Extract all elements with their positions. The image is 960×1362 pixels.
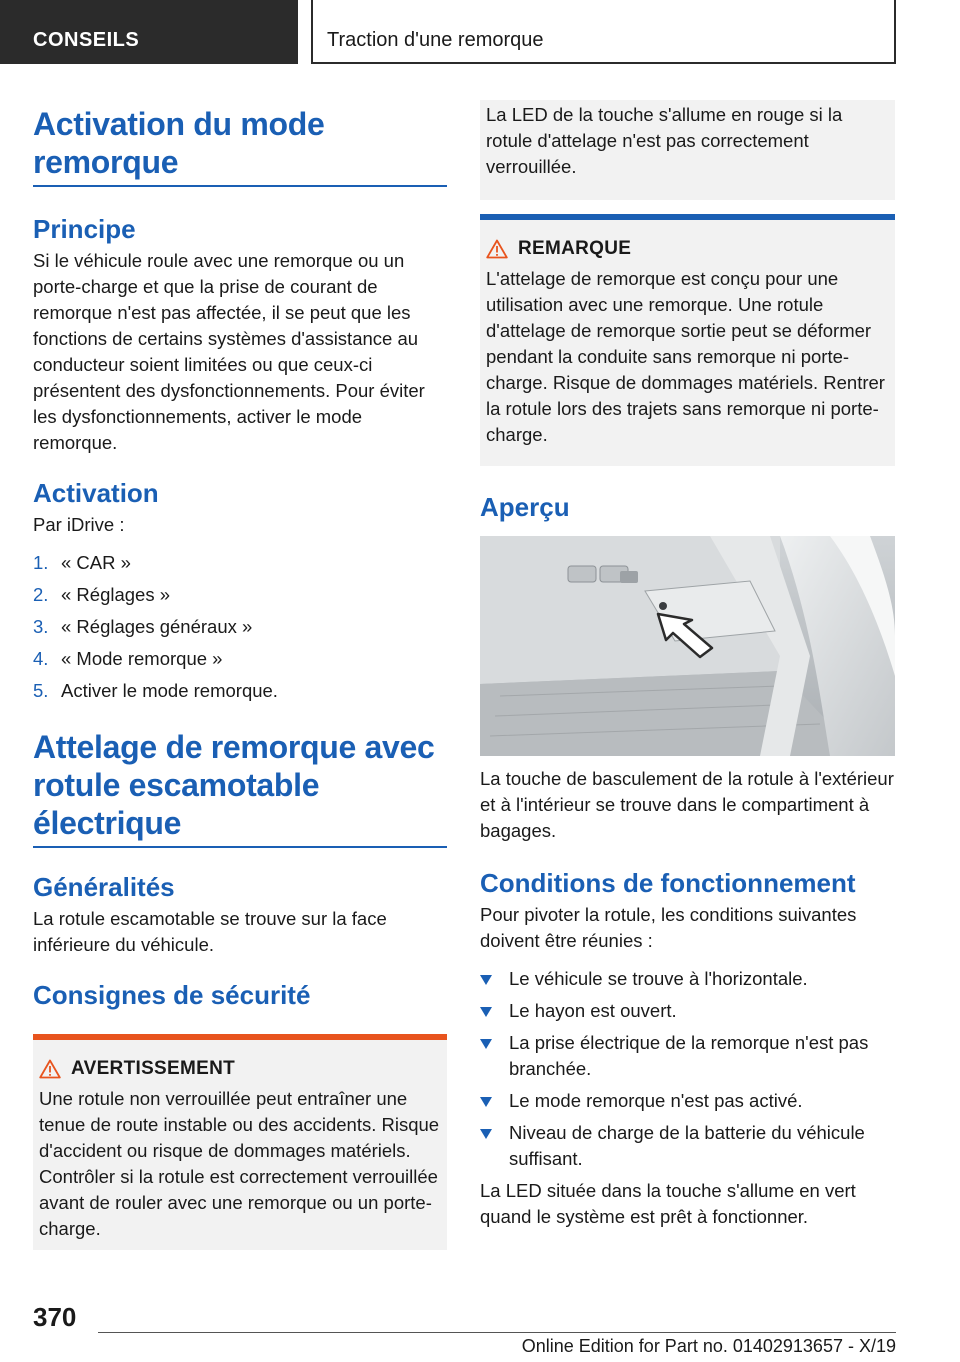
bullet-triangle-icon bbox=[480, 1097, 492, 1107]
list-item: Niveau de charge de la batterie du véhicule suffisant. bbox=[480, 1120, 895, 1172]
step-item: 3. « Réglages généraux » bbox=[33, 616, 253, 637]
remarque-box bbox=[480, 220, 895, 466]
heading-attelage: Attelage de remorque avec rotule escamotable électrique bbox=[33, 729, 435, 841]
led-ready-text: La LED située dans la touche s'allume en vert quand le système est prêt à fonctionner. bbox=[480, 1180, 856, 1227]
bullet-triangle-icon bbox=[480, 1007, 492, 1017]
heading-activation: Activation bbox=[33, 478, 159, 508]
right-column bbox=[480, 100, 895, 1230]
step-item: 1. « CAR » bbox=[33, 552, 131, 573]
led-box bbox=[480, 100, 895, 200]
trunk-photo bbox=[480, 536, 895, 756]
heading-mode-remorque: Activation du mode remorque bbox=[33, 106, 325, 180]
step-item: 2. « Réglages » bbox=[33, 584, 171, 605]
warning-text: Une rotule non verrouillée peut entraîner une tenue de route instable ou des accidents. Risque d'accident ou risque de dommages matériels. Contrôler si la rotule est correctement verrouillée avant de rouler avec une remorque ou un porte-charge. bbox=[39, 1088, 440, 1239]
bullet-triangle-icon bbox=[480, 975, 492, 985]
section-tab bbox=[0, 0, 298, 64]
warning-triangle-icon bbox=[39, 1059, 61, 1079]
heading-rule bbox=[33, 846, 447, 848]
heading-principe: Principe bbox=[33, 214, 136, 244]
heading-consignes: Consignes de sécurité bbox=[33, 980, 311, 1010]
list-item: La prise électrique de la remorque n'est pas branchée. bbox=[480, 1030, 895, 1082]
conditions-list bbox=[480, 966, 895, 1172]
chapter-label: Traction d'une remorque bbox=[327, 29, 544, 51]
section-label: CONSEILS bbox=[33, 29, 140, 51]
warning-box bbox=[33, 1040, 447, 1250]
principe-text: Si le véhicule roule avec une remorque ou un porte-charge et que la prise de courant de remorque n'est pas affectée, il se peut que les fonctions de certains systèmes d'assistance au conducteur soient limitées ou que ceux-ci présentent des dysfonctionnements. Pour éviter les dysfonctionnements, activer le mode remorque. bbox=[33, 250, 425, 453]
generalites-text: La rotule escamotable se trouve sur la face inférieure du véhicule. bbox=[33, 908, 387, 955]
heading-generalites: Généralités bbox=[33, 872, 175, 902]
step-item: 5. Activer le mode remorque. bbox=[33, 680, 278, 701]
list-item: Le véhicule se trouve à l'horizontale. bbox=[480, 966, 895, 992]
led-text: La LED de la touche s'allume en rouge si la rotule d'attelage n'est pas correctement verrouillée. bbox=[486, 104, 843, 177]
list-item: Le hayon est ouvert. bbox=[480, 998, 895, 1024]
activation-intro: Par iDrive : bbox=[33, 514, 125, 535]
list-item: Le mode remorque n'est pas activé. bbox=[480, 1088, 895, 1114]
heading-rule bbox=[33, 185, 447, 187]
activation-steps bbox=[33, 550, 447, 704]
heading-conditions: Conditions de fonctionnement bbox=[480, 868, 856, 898]
heading-apercu: Aperçu bbox=[480, 492, 570, 522]
chapter-tab bbox=[311, 0, 896, 64]
bullet-triangle-icon bbox=[480, 1039, 492, 1049]
remarque-block bbox=[480, 214, 895, 466]
warning-block bbox=[33, 1034, 447, 1250]
footer-rule bbox=[98, 1332, 896, 1333]
step-item: 4. « Mode remorque » bbox=[33, 648, 223, 669]
apercu-caption: La touche de basculement de la rotule à l'extérieur et à l'intérieur se trouve dans le compartiment à bagages. bbox=[480, 768, 894, 841]
remarque-text: L'attelage de remorque est conçu pour une utilisation avec une remorque. Une rotule d'attelage de remorque sortie peut se déformer pendant la conduite sans remorque ni porte-charge. Risque de dommages matériels. Rentrer la rotule lors des trajets sans remorque ni porte-charge. bbox=[486, 268, 885, 445]
warning-triangle-icon bbox=[486, 239, 508, 259]
bullet-triangle-icon bbox=[480, 1129, 492, 1139]
warning-label: AVERTISSEMENT bbox=[71, 1058, 236, 1079]
remarque-label: REMARQUE bbox=[518, 238, 632, 259]
left-column bbox=[33, 100, 447, 1250]
conditions-intro: Pour pivoter la rotule, les conditions suivantes doivent être réunies : bbox=[480, 904, 857, 951]
page-number: 370 bbox=[33, 1302, 77, 1332]
footer-edition: Online Edition for Part no. 01402913657 - X/19 bbox=[521, 1336, 896, 1356]
